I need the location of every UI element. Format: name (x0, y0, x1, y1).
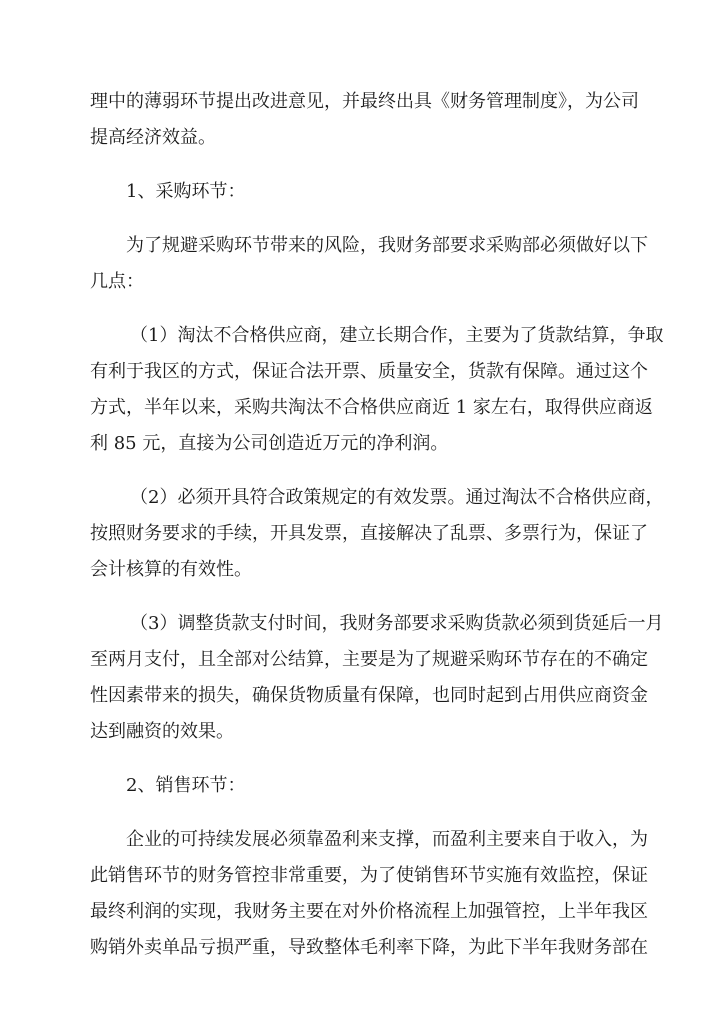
text-line: 购销外卖单品亏损严重，导致整体毛利率下降，为此下半年我财务部在 (90, 937, 648, 958)
text-line: 达到融资的效果。 (90, 721, 234, 742)
text-line: 利 85 元，直接为公司创造近万元的净利润。 (90, 433, 449, 454)
paragraph-gap (90, 750, 630, 768)
paragraph-gap (90, 156, 630, 174)
text-line: 会计核算的有效性。 (90, 559, 252, 580)
text-line: 几点： (90, 271, 144, 292)
list-item-2: （2）必须开具符合政策规定的有效发票。通过淘汰不合格供应商， (130, 487, 664, 508)
list-item-3: （3）调整货款支付时间，我财务部要求采购货款必须到货延后一月 (130, 613, 664, 634)
section-heading-sales: 2、销售环节： (126, 775, 246, 796)
document-body (90, 84, 664, 966)
text-line: 企业的可持续发展必须靠盈利来支撑，而盈利主要来自于收入，为 (126, 829, 648, 850)
text-line: 最终利润的实现，我财务主要在对外价格流程上加强管控，上半年我区 (90, 901, 648, 922)
paragraph-gap (90, 210, 630, 228)
paragraph-gap (90, 462, 630, 480)
text-line: 提高经济效益。 (90, 127, 216, 148)
text-line: 至两月支付，且全部对公结算，主要是为了规避采购环节存在的不确定 (90, 649, 648, 670)
text-line: 为了规避采购环节带来的风险，我财务部要求采购部必须做好以下 (126, 235, 648, 256)
text-line: 性因素带来的损失，确保货物质量有保障，也同时起到占用供应商资金 (90, 685, 648, 706)
text-line: 理中的薄弱环节提出改进意见，并最终出具《财务管理制度》，为公司 (90, 91, 639, 112)
paragraph-gap (90, 300, 630, 318)
text-line: 按照财务要求的手续，开具发票，直接解决了乱票、多票行为，保证了 (90, 523, 648, 544)
text-line: 有利于我区的方式，保证合法开票、质量安全，货款有保障。通过这个 (90, 361, 648, 382)
text-line: 方式，半年以来，采购共淘汰不合格供应商近 1 家左右，取得供应商返 (90, 397, 653, 418)
text-line: 此销售环节的财务管控非常重要，为了使销售环节实施有效监控，保证 (90, 865, 648, 886)
paragraph-gap (90, 588, 630, 606)
list-item-1: （1）淘汰不合格供应商，建立长期合作，主要为了货款结算，争取 (130, 325, 664, 346)
paragraph-gap (90, 804, 630, 822)
section-heading-procurement: 1、采购环节： (126, 181, 246, 202)
